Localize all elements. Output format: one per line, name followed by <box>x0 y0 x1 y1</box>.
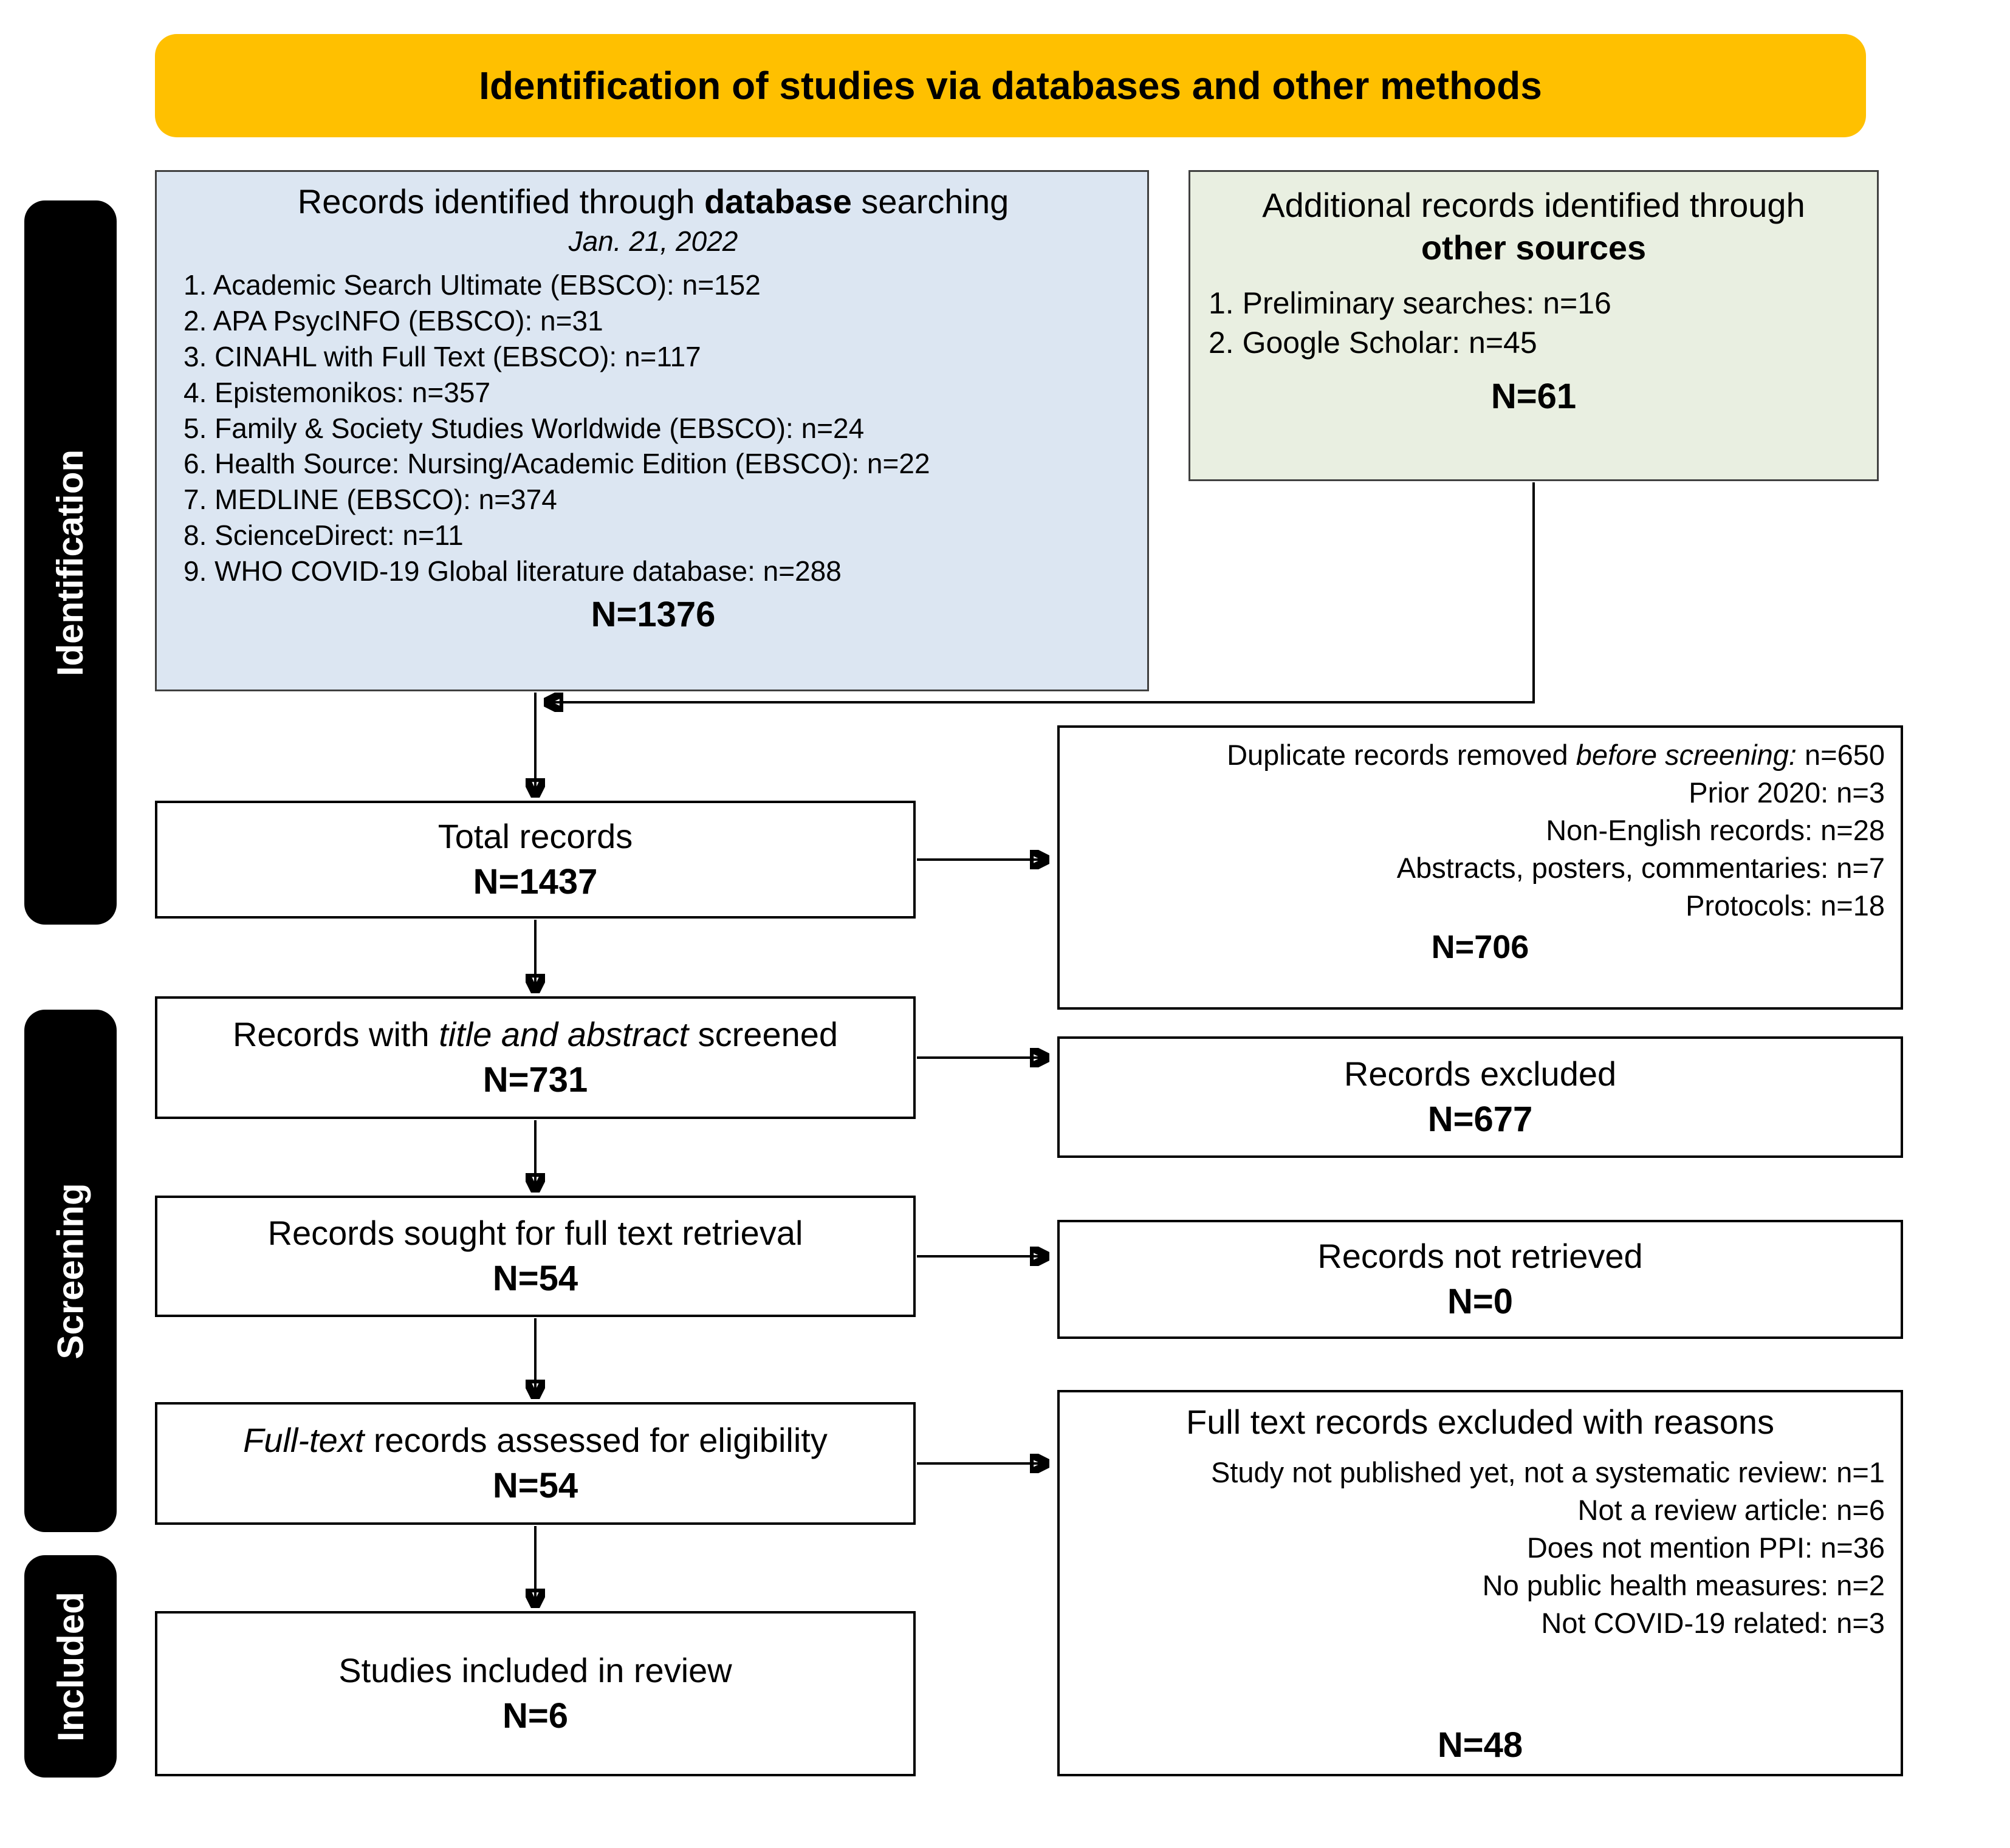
exclusion-reason <box>1075 736 1885 774</box>
search-date: Jan. 21, 2022 <box>568 225 738 257</box>
box-count: N=706 <box>1431 929 1529 966</box>
studies-included-box <box>155 1611 916 1776</box>
database-item: 6. Health Source: Nursing/Academic Edition (EBSCO): n=22 <box>184 448 930 480</box>
duplicates-removed-box <box>1057 725 1903 1010</box>
label-text: screened <box>688 1015 839 1053</box>
exclusion-reason: No public health measures: n=2 <box>1482 1569 1885 1602</box>
database-list <box>184 267 1123 589</box>
total-records-box <box>155 801 916 919</box>
box-count: N=54 <box>492 1465 578 1505</box>
box-count: N=731 <box>482 1059 588 1100</box>
box-count: N=1437 <box>473 861 598 902</box>
stage-label-text: Screening <box>50 1182 91 1360</box>
label-italic: title and abstract <box>439 1015 689 1053</box>
box-label <box>243 1419 828 1463</box>
other-sources-box <box>1189 170 1879 481</box>
database-item: 7. MEDLINE (EBSCO): n=374 <box>184 484 557 516</box>
database-item: 3. CINAHL with Full Text (EBSCO): n=117 <box>184 340 701 372</box>
fulltext-excluded-box <box>1057 1390 1903 1776</box>
other-source-item: 1. Preliminary searches: n=16 <box>1209 286 1611 320</box>
heading-text: Records identified through <box>297 182 705 221</box>
box-label: Records sought for full text retrieval <box>267 1213 803 1252</box>
exclusion-reason: Does not mention PPI: n=36 <box>1526 1531 1885 1564</box>
records-excluded-box <box>1057 1036 1903 1158</box>
reason-italic: before screening: <box>1576 739 1797 771</box>
fulltext-excluded-heading: Full text records excluded with reasons <box>1186 1403 1774 1441</box>
box-label <box>233 1013 838 1057</box>
exclusion-reason: Non-English records: n=28 <box>1546 814 1885 847</box>
database-item: 2. APA PsycINFO (EBSCO): n=31 <box>184 304 603 337</box>
other-sources-total-count: N=61 <box>1490 377 1577 416</box>
box-count: N=677 <box>1427 1099 1533 1139</box>
exclusion-reason: Protocols: n=18 <box>1686 889 1885 922</box>
other-sources-heading <box>1209 184 1859 269</box>
other-sources-list <box>1209 284 1859 363</box>
stage-label-identification <box>24 200 117 925</box>
stage-label-text: Included <box>50 1591 91 1742</box>
label-text: records assessed for eligibility <box>364 1420 828 1459</box>
database-records-box <box>155 170 1149 691</box>
records-not-retrieved-box <box>1057 1220 1903 1339</box>
database-box-heading <box>184 182 1123 221</box>
box-label: Records not retrieved <box>1317 1236 1643 1275</box>
box-label: Records excluded <box>1343 1054 1617 1093</box>
heading-bold: database <box>704 182 852 221</box>
reason-text: Duplicate records removed <box>1227 739 1576 771</box>
heading-bold: other sources <box>1421 228 1647 267</box>
other-source-item: 2. Google Scholar: n=45 <box>1209 326 1537 360</box>
box-count: N=54 <box>492 1258 578 1298</box>
stage-label-text: Identification <box>50 449 91 676</box>
database-item: 5. Family & Society Studies Worldwide (EBSCO): n=24 <box>184 412 865 444</box>
label-text: Records with <box>232 1015 439 1053</box>
stage-label-screening <box>24 1010 117 1532</box>
eligibility-assessed-box <box>155 1402 916 1525</box>
exclusion-reason: Study not published yet, not a systematic review: n=1 <box>1210 1456 1885 1488</box>
box-count: N=6 <box>502 1696 568 1736</box>
database-item: 1. Academic Search Ultimate (EBSCO): n=152 <box>184 269 761 301</box>
exclusion-reason: Not a review article: n=6 <box>1577 1494 1885 1527</box>
exclusion-reason: Abstracts, posters, commentaries: n=7 <box>1396 852 1885 885</box>
database-item: 4. Epistemonikos: n=357 <box>184 376 491 408</box>
label-italic: Full-text <box>243 1420 365 1459</box>
database-total-count: N=1376 <box>591 594 716 634</box>
exclusion-reason: Not COVID-19 related: n=3 <box>1541 1607 1885 1640</box>
title-abstract-screened-box <box>155 996 916 1119</box>
stage-label-included <box>24 1555 117 1778</box>
box-label: Studies included in review <box>338 1651 732 1689</box>
database-item: 8. ScienceDirect: n=11 <box>184 519 464 552</box>
reason-text: n=650 <box>1796 739 1885 771</box>
fulltext-retrieval-box <box>155 1196 916 1317</box>
heading-text: searching <box>851 182 1009 221</box>
title-banner <box>155 34 1866 137</box>
box-label: Total records <box>437 816 633 855</box>
box-count: N=0 <box>1447 1281 1513 1321</box>
database-item: 9. WHO COVID-19 Global literature database: n=288 <box>184 555 842 587</box>
box-count: N=48 <box>1437 1725 1523 1765</box>
exclusion-reason: Prior 2020: n=3 <box>1689 776 1885 809</box>
heading-text: Additional records identified through <box>1262 186 1805 224</box>
page-title: Identification of studies via databases and other methods <box>479 64 1542 108</box>
